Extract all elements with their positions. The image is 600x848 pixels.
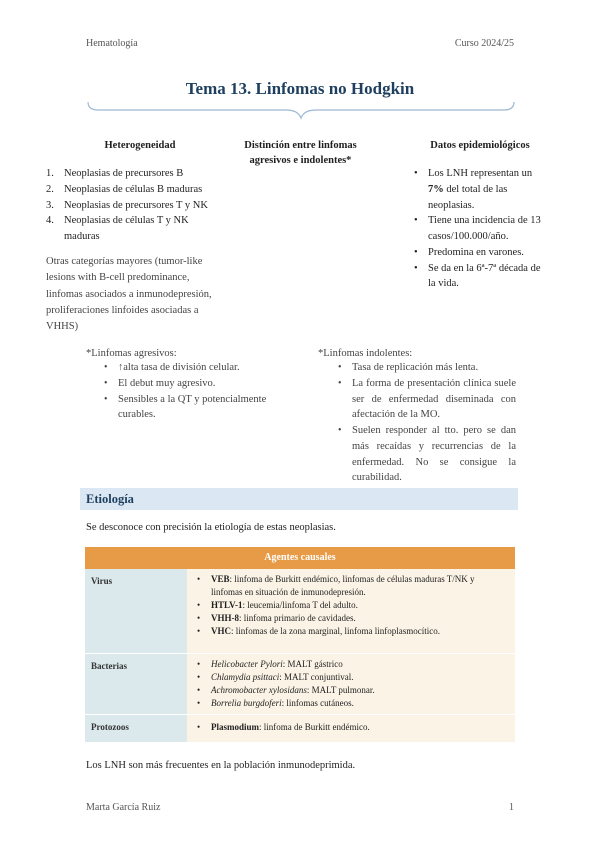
list-item: 1. Neoplasias de precursores B <box>46 168 184 179</box>
page-title: Tema 13. Linfomas no Hodgkin <box>185 79 415 98</box>
etiologia-intro: Se desconoce con precisión la etiología de estas neoplasias. <box>86 522 336 533</box>
list-item: • Chlamydia psittaci: MALT conjuntival. <box>195 671 507 684</box>
footer-author: Marta García Ruiz <box>86 802 161 813</box>
row-label-virus: Virus <box>85 569 187 654</box>
list-item: • VHC: linfomas de la zona marginal, linfoma linfoplasmocítico. <box>195 625 507 638</box>
heterogeneidad-heading: Heterogeneidad <box>104 140 176 151</box>
list-item: • El debut muy agresivo. <box>104 376 290 392</box>
list-item: • Sensibles a la QT y potencialmente curables. <box>104 392 290 424</box>
row-content-protozoos <box>187 715 515 743</box>
heterogeneidad-note: Otras categorías mayores (tumor-like lesions with B-cell predominance, linfomas asociados a inmunodepresión, proliferaciones linfoides asociadas a VHHS) <box>46 256 212 333</box>
list-item: • La forma de presentación clínica suele ser de enfermedad diseminada con afectación de la MO. <box>338 376 516 423</box>
list-item: • Helicobacter Pylori: MALT gástrico <box>195 658 507 671</box>
list-item: 3. Neoplasias de precursores T y NK <box>46 199 208 211</box>
indolentes-heading: *Linfomas indolentes: <box>318 348 413 359</box>
list-item: • Suelen responder al tto. pero se dan más recaídas y recurrencias de la enfermedad. No se consigue la curabilidad. <box>338 423 516 486</box>
etiologia-heading: Etiología <box>86 492 134 506</box>
etiologia-section-bar <box>80 488 518 510</box>
list-item: • Predomina en varones. <box>414 245 548 261</box>
page-number: 1 <box>509 802 514 813</box>
row-label-protozoos: Protozoos <box>85 715 187 743</box>
list-item: • VHH-8: linfoma primario de cavidades. <box>195 612 507 625</box>
list-item: • Achromobacter xylosidans: MALT pulmonar. <box>195 684 507 697</box>
epidemiologia-list <box>414 166 548 292</box>
list-item: • ↑alta tasa de división celular. <box>104 360 290 376</box>
row-label-bacterias: Bacterias <box>85 654 187 715</box>
indolentes-list <box>338 360 516 486</box>
table-header: Agentes causales <box>85 547 515 569</box>
list-item: • Los LNH representan un 7% del total de las neoplasias. <box>414 166 548 213</box>
table-row <box>85 569 515 654</box>
row-content-bacterias <box>187 654 515 715</box>
list-item: • Tiene una incidencia de 13 casos/100.000/año. <box>414 213 548 245</box>
list-item: • Se da en la 6ª-7ª década de la vida. <box>414 261 548 293</box>
list-item: • Plasmodium: linfoma de Burkitt endémico. <box>195 721 507 734</box>
title-brace-divider <box>86 100 516 122</box>
table-row <box>85 654 515 715</box>
list-item: • Tasa de replicación más lenta. <box>338 360 516 376</box>
table-header-row <box>85 547 515 569</box>
agresivos-heading: *Linfomas agresivos: <box>86 348 177 359</box>
heterogeneidad-list <box>46 166 226 245</box>
agresivos-list <box>104 360 290 423</box>
row-content-virus <box>187 569 515 654</box>
table-row <box>85 715 515 743</box>
distincion-heading: Distinción entre linfomas agresivos e indolentes* <box>244 140 357 167</box>
etiologia-closing: Los LNH son más frecuentes en la población inmunodeprimida. <box>86 760 356 771</box>
header-subject: Hematología <box>86 38 138 49</box>
epidemiologia-heading: Datos epidemiológicos <box>430 140 530 151</box>
list-item: • VEB: linfoma de Burkitt endémico, linfomas de células maduras T/NK y linfomas en situación de inmunodepresión. <box>195 573 507 599</box>
agentes-causales-table <box>85 547 515 743</box>
header-course: Curso 2024/25 <box>454 38 514 49</box>
list-item: • HTLV-1: leucemia/linfoma T del adulto. <box>195 599 507 612</box>
list-item: • Borrelia burgdoferi: linfomas cutáneos. <box>195 697 507 710</box>
list-item: 4. Neoplasias de células T y NK maduras <box>46 215 189 242</box>
list-item: 2. Neoplasias de células B maduras <box>46 183 203 195</box>
